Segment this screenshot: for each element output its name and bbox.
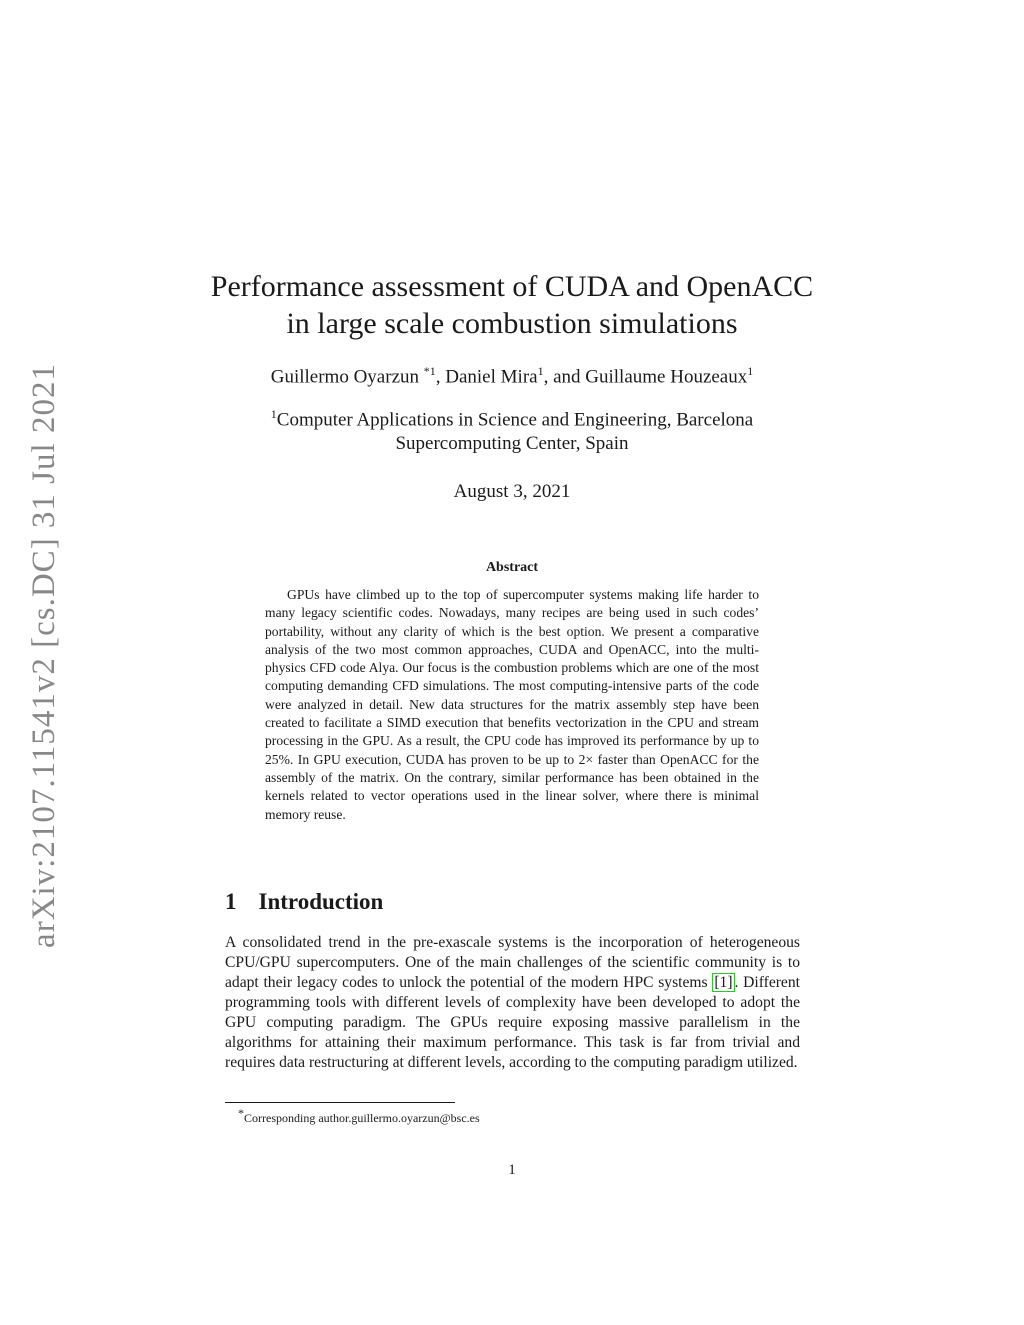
intro-text-part-1: A consolidated trend in the pre-exascale systems is the incorporation of heterogeneous CPU/GPU supercomputers. One of the main challenges of the scientific community is to adapt their legacy codes to unlock the potential of the modern HPC systems [225, 934, 800, 991]
author-3-mark: 1 [747, 364, 754, 378]
affiliation-text-1: Computer Applications in Science and Engineering, Barcelona [276, 409, 754, 431]
section-number: 1 [225, 889, 237, 914]
introduction-paragraph [225, 933, 800, 1073]
footnote [238, 1106, 480, 1126]
abstract-heading: Abstract [485, 560, 539, 575]
footnote-mark: * [238, 1106, 244, 1120]
author-1-mark: *1 [423, 364, 436, 378]
affiliation-line-1 [0, 402, 1024, 432]
paper-date: August 3, 2021 [453, 481, 571, 502]
arxiv-identifier: arXiv:2107.11541v2 [cs.DC] 31 Jul 2021 [25, 362, 62, 948]
title-line-1: Performance assessment of CUDA and OpenACC [210, 270, 814, 303]
title-line-2: in large scale combustion simulations [286, 307, 738, 340]
author-list [0, 364, 1024, 388]
affiliation-mark: 1 [270, 407, 277, 421]
author-1: Guillermo Oyarzun [270, 366, 419, 388]
section-heading-introduction [225, 889, 383, 915]
footnote-text: Corresponding author.guillermo.oyarzun@bsc.es [244, 1111, 480, 1125]
section-title: Introduction [258, 889, 384, 914]
affiliation [0, 402, 1024, 456]
page-number: 1 [508, 1162, 516, 1178]
abstract-body: GPUs have climbed up to the top of supercomputer systems making life harder to many legacy scientific codes. Nowadays, many recipes are being used in such codes’ portability, without any clarity of which is the best option. We present a comparative analysis of the two most common approaches, CUDA and OpenACC, into the multi-physics CFD code Alya. Our focus is the combustion problems which are one of the most computing demanding CFD simulations. The most computing-intensive parts of the code were analyzed in detail. New data structures for the matrix assembly step have been created to facilitate a SIMD execution that benefits vectorization in the CPU and stream processing in the GPU. As a result, the CPU code has improved its performance by up to 25%. In GPU execution, CUDA has proven to be up to 2× faster than OpenACC for the assembly of the matrix. On the contrary, similar performance has been obtained in the kernels related to vector operations used in the linear solver, where there is minimal memory reuse. [265, 587, 759, 822]
author-3: Guillaume Houzeaux [585, 366, 748, 388]
affiliation-line-2: Supercomputing Center, Spain [395, 433, 629, 455]
intro-text-part-2: . Different programming tools with different levels of complexity have been developed to adopt the GPU computing paradigm. The GPUs require exposing massive parallelism in the algorithms for attaining their maximum performance. This task is far from trivial and requires data restructuring at different levels, according to the computing paradigm utilized. [225, 974, 800, 1071]
author-2-mark: 1 [537, 364, 544, 378]
citation-link-1[interactable]: [1] [714, 974, 733, 991]
footnote-divider [225, 1102, 455, 1103]
author-2: Daniel Mira [445, 366, 538, 388]
author-separator-1: , [435, 366, 446, 388]
author-separator-2: , and [543, 366, 586, 388]
paper-title [0, 268, 1024, 342]
